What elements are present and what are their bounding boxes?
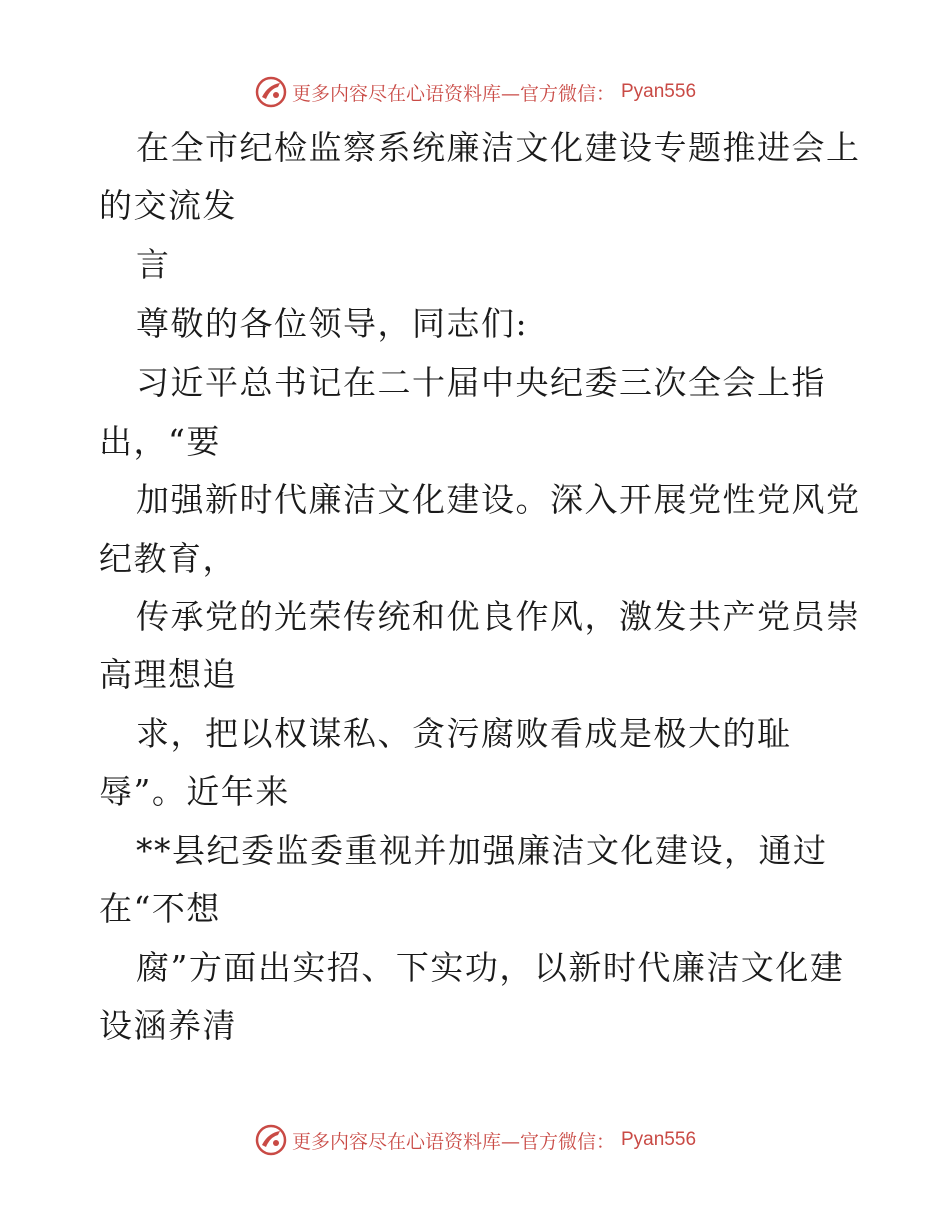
footer-watermark (0, 1120, 950, 1160)
text-line: 言 (136, 245, 171, 284)
text-line: 辱”。近年来 (99, 772, 290, 811)
watermark-text: 更多内容尽在心语资料库—官方微信： (291, 82, 615, 105)
text-line: 求，把以权谋私、贪污腐败看成是极大的耻 (136, 714, 792, 753)
text-line: 纪教育， (99, 539, 237, 578)
text-line: 传承党的光荣传统和优良作风，激发共产党员崇 (136, 597, 861, 636)
text-line: 尊敬的各位领导，同志们: (136, 304, 529, 343)
text-line: 出，“要 (99, 422, 221, 461)
text-line: 高理想追 (99, 655, 237, 694)
text-line: 的交流发 (99, 186, 237, 225)
text-line: 习近平总书记在二十届中央纪委三次全会上指 (136, 363, 826, 402)
text-line: 设涵养清 (99, 1006, 237, 1045)
text-line: 在“不想 (99, 889, 221, 928)
watermark-id: Pyan556 (621, 81, 697, 102)
watermark-id: Pyan556 (621, 1129, 697, 1150)
text-line: **县纪委监委重视并加强廉洁文化建设，通过 (136, 831, 828, 870)
text-line: 在全市纪检监察系统廉洁文化建设专题推进会上 (136, 128, 861, 167)
pen-logo-icon (254, 1123, 288, 1157)
text-line: 腐”方面出实招、下实功，以新时代廉洁文化建 (136, 948, 845, 987)
watermark-text: 更多内容尽在心语资料库—官方微信： (291, 1130, 615, 1153)
text-line: 加强新时代廉洁文化建设。深入开展党性党风党 (136, 480, 861, 519)
